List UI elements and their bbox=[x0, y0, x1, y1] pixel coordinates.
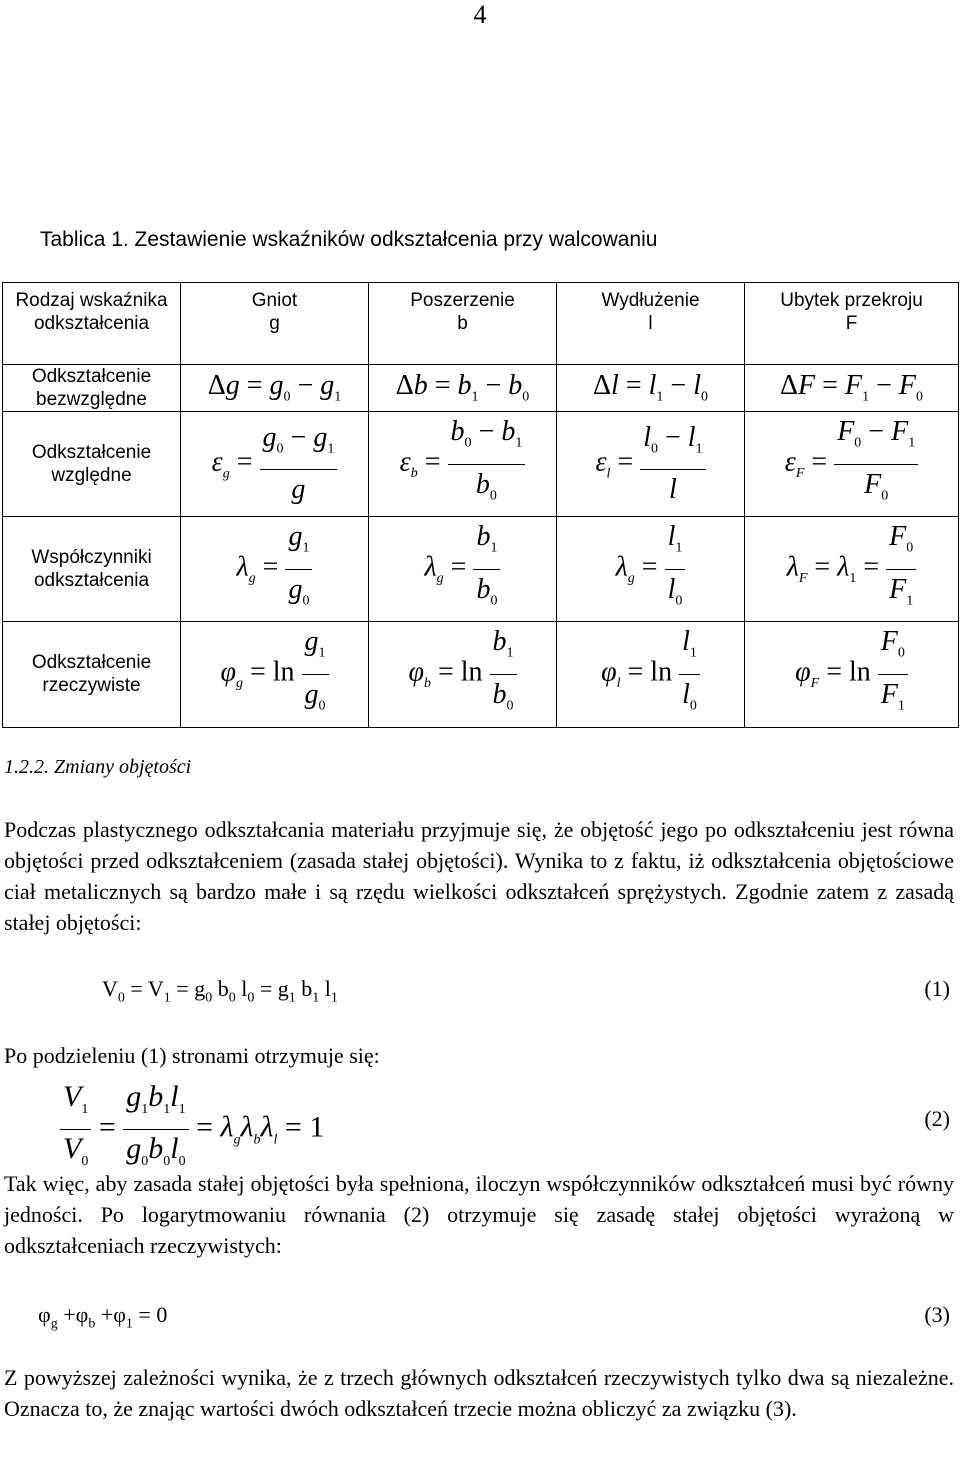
row-label-true-strain: Odkształcenie rzeczywiste bbox=[3, 622, 181, 727]
header-gniot bbox=[181, 283, 369, 365]
row-label-coefficients: Współczynniki odkształcenia bbox=[3, 517, 181, 622]
formula-delta-f: $\Delta F = F_1 - F_0$ bbox=[745, 365, 959, 412]
paragraph-2: Po podzieleniu (1) stronami otrzymuje się: bbox=[4, 1043, 380, 1068]
formula-lambda-g: $\lambda_g$ = $\frac{g_1}{g_0}$ bbox=[181, 517, 369, 622]
header-wydluzenie bbox=[557, 283, 745, 365]
table-row-true-strain bbox=[3, 622, 959, 727]
paragraph-3: Tak więc, aby zasada stałej objętości była spełniona, iloczyn współczynników odkształceń musi być równy jedności. Po logarytmowaniu równania (2) otrzymuje się zasadę stałej objętości wyrażoną w odkształceniach rzeczywistych: bbox=[4, 1171, 954, 1258]
equation-1: $V_0 = V_1 = g_0$ $b_0$ $l_0 = g_1$ $b_1$ $l_1$ bbox=[102, 976, 338, 1006]
equation-3-number: (3) bbox=[924, 1302, 950, 1327]
formula-epsilon-b: $\varepsilon_b$ = $\frac{b_0 - b_1}{b_0}$ bbox=[369, 412, 557, 517]
formula-lambda-f: $\lambda_F = \lambda_1$ = $\frac{F_0}{F_1}$ bbox=[745, 517, 959, 622]
equation-2: $\frac{V_1}{V_0}$ = $\frac{g_1b_1l_1}{g_0b_0l_0}$ = $\lambda_g\lambda_b\lambda_l = 1$ bbox=[60, 1078, 324, 1181]
header-ubytek-label: Ubytek przekroju bbox=[780, 290, 923, 311]
row-label-absolute: Odkształcenie bezwzględne bbox=[3, 365, 181, 412]
header-indicator-type: Rodzaj wskaźnika odkształcenia bbox=[3, 283, 181, 365]
header-poszerzenie bbox=[369, 283, 557, 365]
header-gniot-label: Gniot bbox=[251, 290, 298, 311]
formula-epsilon-g: $\varepsilon_g$ = $\frac{g_0 - g_1}{g}$ bbox=[181, 412, 369, 517]
formula-epsilon-f: $\varepsilon_F$ = $\frac{F_0 - F_1}{F_0}$ bbox=[745, 412, 959, 517]
header-ubytek-symbol: F bbox=[845, 313, 858, 334]
equation-2-number: (2) bbox=[924, 1106, 950, 1131]
formula-lambda-l: $\lambda_g$ = $\frac{l_1}{l_0}$ bbox=[557, 517, 745, 622]
row-label-relative: Odkształcenie względne bbox=[3, 412, 181, 517]
formula-delta-l: $\Delta l = l_1 - l_0$ bbox=[557, 365, 745, 412]
table-header-row bbox=[3, 283, 959, 365]
page-number: 4 bbox=[473, 0, 487, 29]
deformation-table bbox=[2, 282, 959, 728]
formula-phi-b: $\varphi_b = \ln$ $\frac{b_1}{b_0}$ bbox=[369, 622, 557, 727]
header-poszerzenie-label: Poszerzenie bbox=[410, 290, 515, 311]
table-caption: Tablica 1. Zestawienie wskaźników odkształcenia przy walcowaniu bbox=[40, 228, 658, 251]
header-wydluzenie-symbol: l bbox=[648, 313, 653, 334]
header-poszerzenie-symbol: b bbox=[457, 313, 468, 334]
paragraph-1: Podczas plastycznego odkształcania materiału przyjmuje się, że objętość jego po odkształceniu jest równa objętości przed odkształceniem (zasada stałej objętości). Wynika to z faktu, iż odkształcenia objętościowe ciał metalicznych są bardzo małe i są rzędu wielkości odkształceń sprężystych. Zgodnie zatem z zasadą stałej objętości: bbox=[4, 817, 954, 935]
table-row-coefficients bbox=[3, 517, 959, 622]
table-row-relative bbox=[3, 412, 959, 517]
header-gniot-symbol: g bbox=[269, 313, 280, 334]
equation-1-number: (1) bbox=[924, 976, 950, 1001]
formula-phi-g: $\varphi_g = \ln$ $\frac{g_1}{g_0}$ bbox=[181, 622, 369, 727]
section-title: 1.2.2. Zmiany objętości bbox=[4, 756, 192, 778]
formula-phi-f: $\varphi_F = \ln$ $\frac{F_0}{F_1}$ bbox=[745, 622, 959, 727]
formula-delta-b: $\Delta b = b_1 - b_0$ bbox=[369, 365, 557, 412]
table-row-absolute bbox=[3, 365, 959, 412]
formula-lambda-b: $\lambda_g$ = $\frac{b_1}{b_0}$ bbox=[369, 517, 557, 622]
formula-delta-g: $\Delta g = g_0 - g_1$ bbox=[181, 365, 369, 412]
header-wydluzenie-label: Wydłużenie bbox=[601, 290, 700, 311]
equation-3: $\varphi_g +\varphi_b +\varphi_1 = 0$ bbox=[38, 1302, 168, 1332]
formula-epsilon-l: $\varepsilon_l$ = $\frac{l_0 - l_1}{l}$ bbox=[557, 412, 745, 517]
formula-phi-l: $\varphi_l = \ln$ $\frac{l_1}{l_0}$ bbox=[557, 622, 745, 727]
paragraph-4: Z powyższej zależności wynika, że z trzech głównych odkształceń rzeczywistych tylko dwa są niezależne. Oznacza to, że znając wartości dwóch odkształceń trzecie można obliczyć za związku (3). bbox=[4, 1365, 954, 1421]
header-ubytek bbox=[745, 283, 959, 365]
